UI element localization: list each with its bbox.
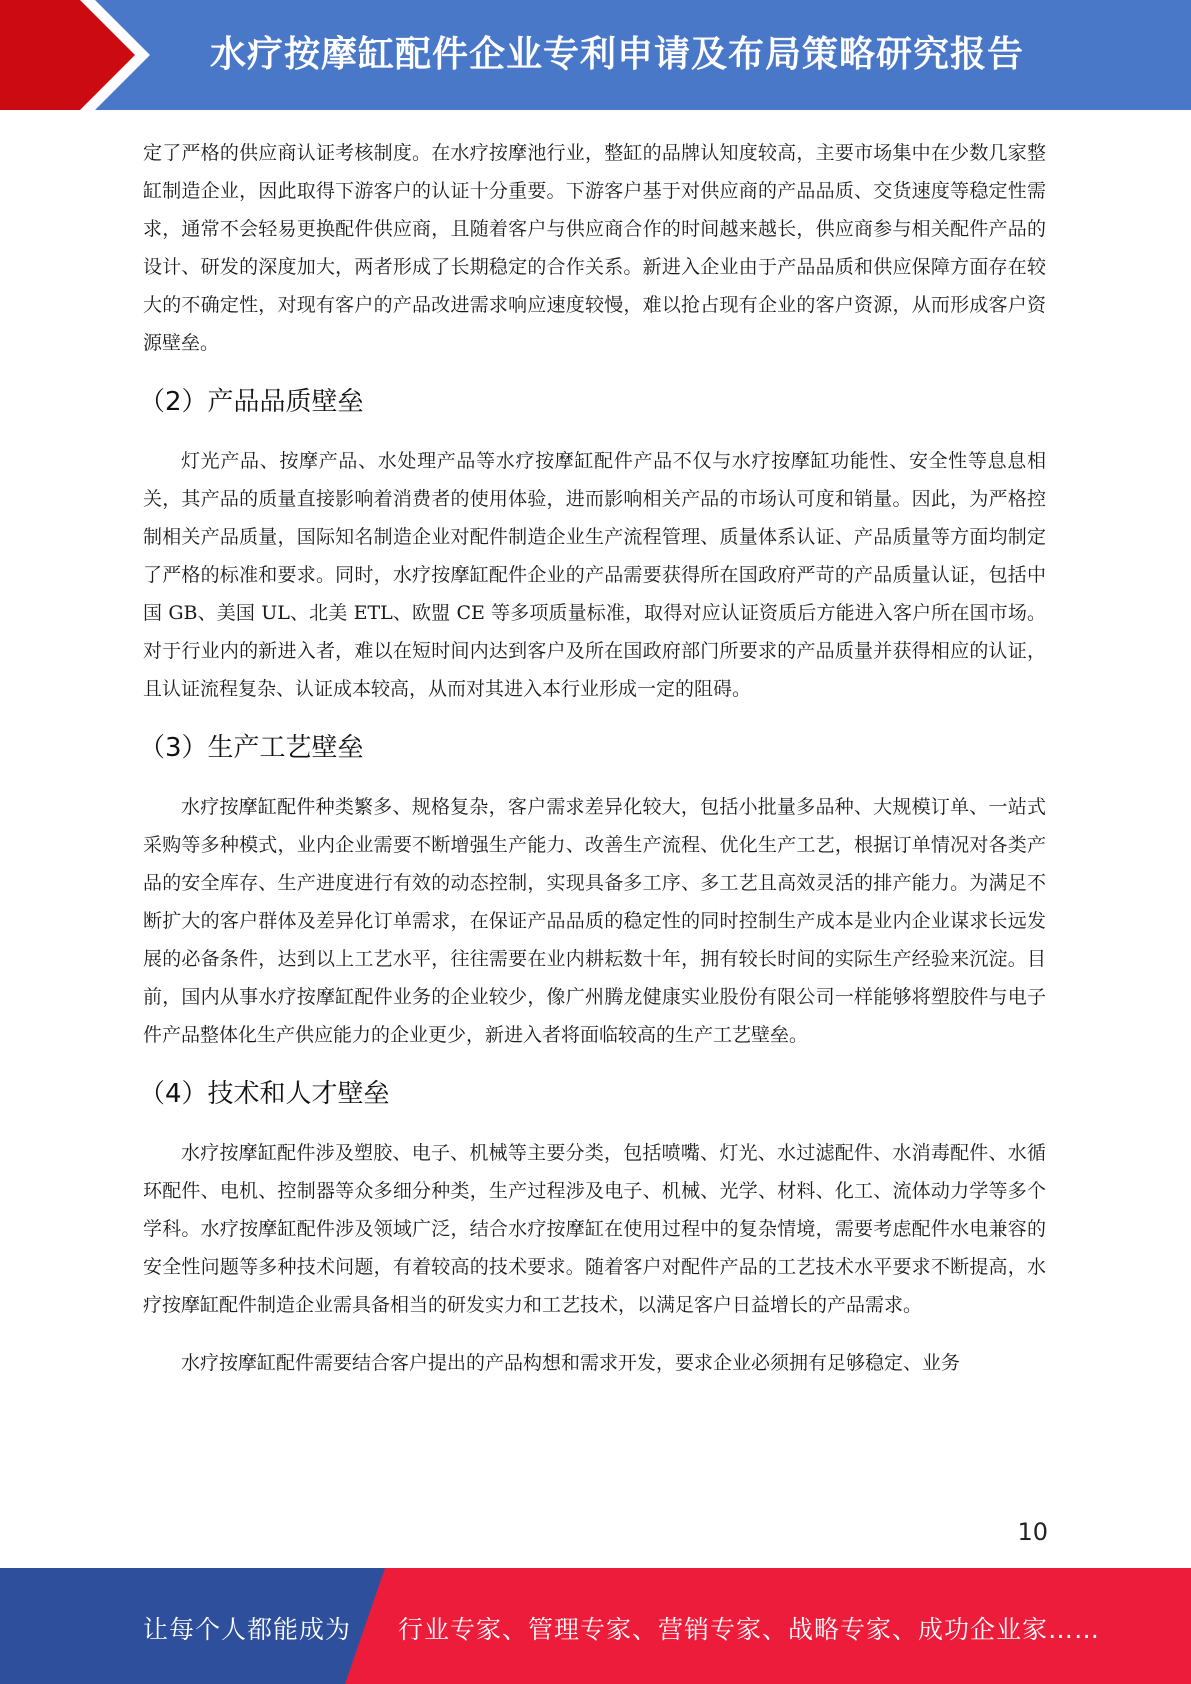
page-number: 10 xyxy=(1017,1518,1048,1546)
page-header xyxy=(0,0,1191,110)
paragraph-technology-talent: 水疗按摩缸配件涉及塑胶、电子、机械等主要分类，包括喷嘴、灯光、水过滤配件、水消毒配件、水循环配件、电机、控制器等众多细分种类，生产过程涉及电子、机械、光学、材料、化工、流体动力学等多个学科。水疗按摩缸配件涉及领域广泛，结合水疗按摩缸在使用过程中的复杂情境，需要考虑配件水电兼容的安全性问题等多种技术问题，有着较高的技术要求。随着客户对配件产品的工艺技术水平要求不断提高，水疗按摩缸配件制造企业需具备相当的研发实力和工艺技术，以满足客户日益增长的产品需求。 xyxy=(143,1142,1046,1316)
section-heading-technology-talent: （4）技术和人才壁垒 xyxy=(139,1079,390,1109)
footer-slogan-left: 让每个人都能成为 xyxy=(143,1615,352,1644)
section-heading-production-process: （3）生产工艺壁垒 xyxy=(139,733,364,763)
paragraph-product-quality: 灯光产品、按摩产品、水处理产品等水疗按摩缸配件产品不仅与水疗按摩缸功能性、安全性等息息相关，其产品的质量直接影响着消费者的使用体验，进而影响相关产品的市场认可度和销量。因此，为严格控制相关产品质量，国际知名制造企业对配件制造企业生产流程管理、质量体系认证、产品质量等方面均制定了严格的标准和要求。同时，水疗按摩缸配件企业的产品需要获得所在国政府严苛的产品质量认证，包括中国 GB、美国 UL、北美 ETL、欧盟 CE 等多项质量标准，取得对应认证资质后方能进入客户所在国市场。对于行业内的新进入者，难以在短时间内达到客户及所在国政府部门所要求的产品质量并获得相应的认证，且认证流程复杂、认证成本较高，从而对其进入本行业形成一定的阻碍。 xyxy=(143,450,1046,700)
red-chevron-ribbon xyxy=(0,0,170,110)
intro-paragraph: 定了严格的供应商认证考核制度。在水疗按摩池行业，整缸的品牌认知度较高，主要市场集中在少数几家整缸制造企业，因此取得下游客户的认证十分重要。下游客户基于对供应商的产品品质、交货速度等稳定性需求，通常不会轻易更换配件供应商，且随着客户与供应商合作的时间越来越长，供应商参与相关配件产品的设计、研发的深度加大，两者形成了长期稳定的合作关系。新进入企业由于产品品质和供应保障方面存在较大的不确定性，对现有客户的产品改进需求响应速度较慢，难以抢占现有企业的客户资源，从而形成客户资源壁垒。 xyxy=(143,142,1046,354)
section-heading-product-quality: （2）产品品质壁垒 xyxy=(139,387,364,417)
paragraph-technology-talent-continued: 水疗按摩缸配件需要结合客户提出的产品构想和需求开发，要求企业必须拥有足够稳定、业务 xyxy=(181,1352,961,1374)
paragraph-production-process: 水疗按摩缸配件种类繁多、规格复杂，客户需求差异化较大，包括小批量多品种、大规模订单、一站式采购等多种模式，业内企业需要不断增强生产能力、改善生产流程、优化生产工艺，根据订单情况对各类产品的安全库存、生产进度进行有效的动态控制，实现具备多工序、多工艺且高效灵活的排产能力。为满足不断扩大的客户群体及差异化订单需求，在保证产品品质的稳定性的同时控制生产成本是业内企业谋求长远发展的必备条件，达到以上工艺水平，往往需要在业内耕耘数十年，拥有较长时间的实际生产经验来沉淀。目前，国内从事水疗按摩缸配件业务的企业较少，像广州腾龙健康实业股份有限公司一样能够将塑胶件与电子件产品整体化生产供应能力的企业更少，新进入者将面临较高的生产工艺壁垒。 xyxy=(143,796,1046,1046)
report-title: 水疗按摩缸配件企业专利申请及布局策略研究报告 xyxy=(210,34,1025,75)
page-footer xyxy=(0,1568,1191,1684)
document-body xyxy=(139,134,1046,1382)
footer-slogan-right: 行业专家、管理专家、营销专家、战略专家、成功企业家…… xyxy=(398,1615,1101,1644)
